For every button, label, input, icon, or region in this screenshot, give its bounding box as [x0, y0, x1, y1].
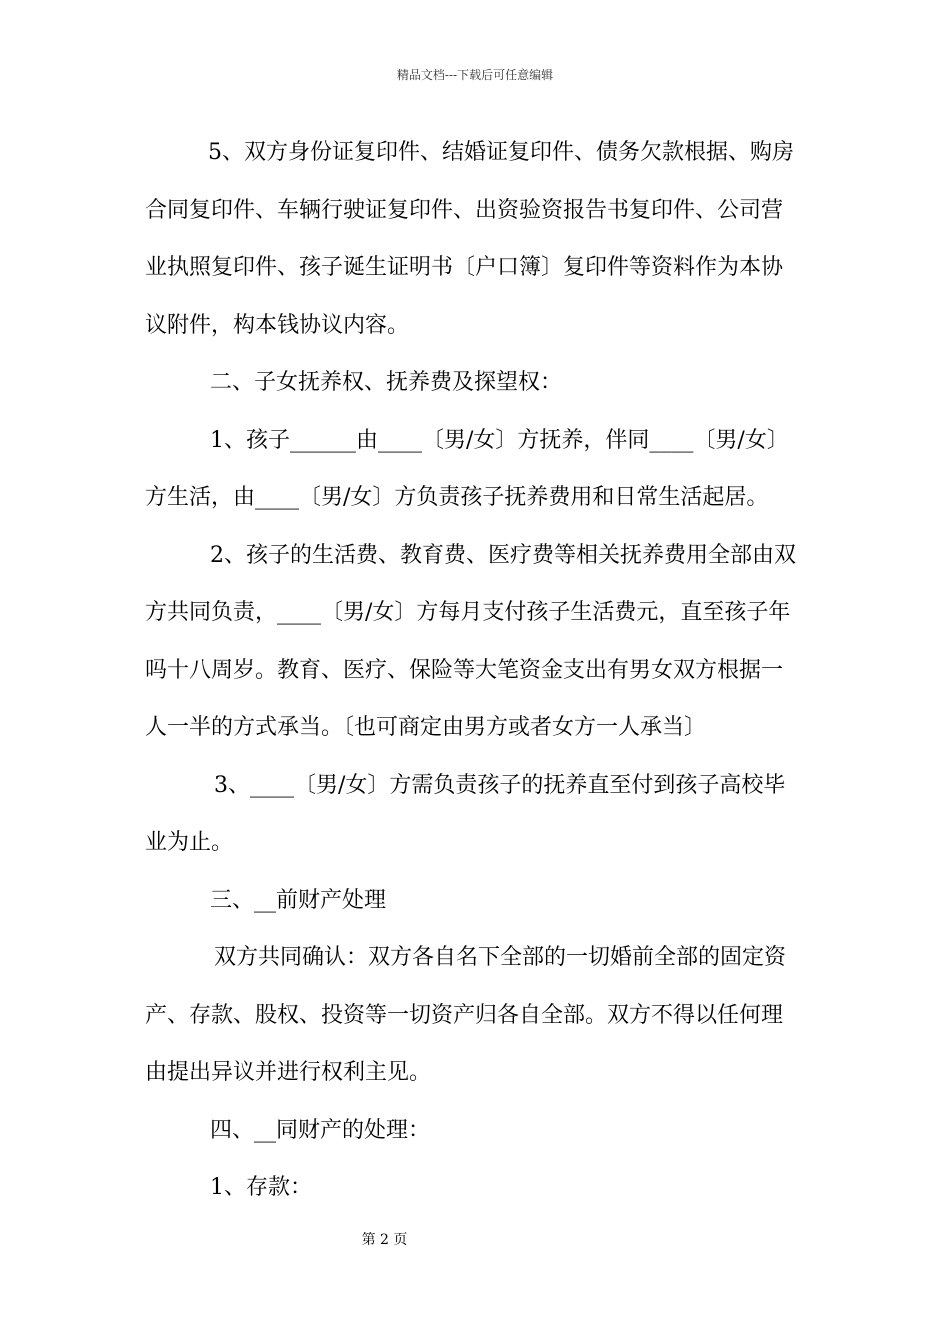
body-line: 5、双方身份证复印件、结婚证复印件、债务欠款根据、购房 — [208, 140, 794, 165]
page-number: 第 2 页 — [361, 1232, 408, 1248]
section-heading: 二、子女抚养权、抚养费及探望权： — [210, 370, 563, 395]
body-line: 2、孩子的生活费、教育费、医疗费等相关抚养费用全部由双 — [210, 543, 796, 568]
body-line: 3、____〔男/女〕方需负责孩子的抚养直至付到孩子高校毕 — [214, 773, 786, 798]
body-line: 人一半的方式承当。〔也可商定由男方或者女方一人承当〕 — [145, 715, 707, 740]
body-line: 吗十八周岁。教育、医疗、保险等大笔资金支出有男女双方根据一 — [145, 658, 784, 683]
section-heading: 四、__同财产的处理： — [210, 1118, 431, 1143]
body-line: 双方共同确认：双方各自名下全部的一切婚前全部的固定资 — [214, 945, 787, 970]
section-heading: 三、__前财产处理 — [210, 888, 387, 913]
body-line: 合同复印件、车辆行驶证复印件、出资验资报告书复印件、公司营 — [145, 198, 784, 223]
body-line: 1、存款： — [210, 1175, 312, 1200]
body-line: 产、存款、股权、投资等一切资产归各自全部。双方不得以任何理 — [145, 1003, 784, 1028]
page-header: 精品文档---下载后可任意编辑 — [396, 68, 554, 82]
body-line: 业为止。 — [145, 830, 234, 855]
body-line: 议附件，构本钱协议内容。 — [145, 313, 410, 338]
body-line: 由提出异议并进行权利主见。 — [145, 1060, 432, 1085]
body-line: 方共同负责，____〔男/女〕方每月支付孩子生活费元，直至孩子年 — [145, 600, 791, 625]
body-line: 业执照复印件、孩子诞生证明书〔户口簿〕复印件等资料作为本协 — [145, 255, 784, 280]
body-line: 1、孩子______由____〔男/女〕方抚养，伴同____〔男/女〕 — [210, 428, 789, 453]
body-line: 方生活，由____〔男/女〕方负责孩子抚养费用和日常生活起居。 — [145, 485, 769, 510]
